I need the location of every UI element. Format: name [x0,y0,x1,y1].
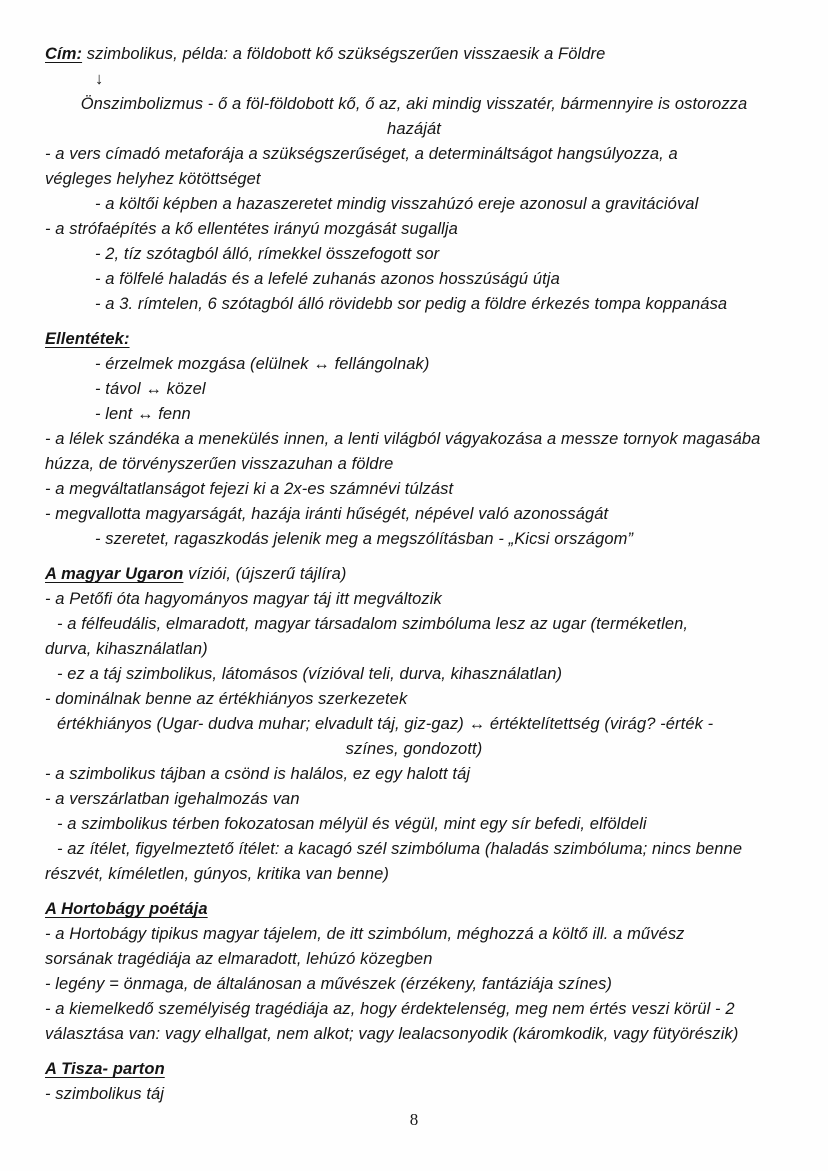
text-run: - érzelmek mozgása (elülnek ↔ fellángolnak) [95,355,430,373]
text-run: - a költői képben a hazaszeretet mindig visszahúzó ereje azonosul a gravitációval [95,195,699,213]
text-run: - a Hortobágy tipikus magyar tájelem, de itt szimbólum, méghozzá a költő ill. a művész [45,925,685,943]
text-line [45,762,783,787]
text-line [45,997,783,1022]
text-line [45,1022,783,1047]
text-line [45,862,783,887]
text-run: színes, gondozott) [345,740,483,758]
text-line [45,712,783,737]
text-line [45,267,783,292]
text-line [45,587,783,612]
text-line [45,502,783,527]
text-line [45,292,783,317]
text-run: víziói, (újszerű tájlíra) [183,565,347,583]
text-line [45,192,783,217]
text-line [45,947,783,972]
text-run: - a megváltatlanságot fejezi ki a 2x-es számnévi túlzást [45,480,454,498]
text-run: - legény = önmaga, de általánosan a művészek (érzékeny, fantáziája színes) [45,975,613,993]
down-arrow-icon: ↓ [95,70,104,88]
text-run: hazáját [387,120,441,138]
section-heading-text: A Tisza- parton [45,1060,165,1078]
text-run: - lent ↔ fenn [95,405,191,423]
section-heading-magyar-ugaron [45,562,783,587]
text-run: Önszimbolizmus - ő a föl-földobott kő, ő az, aki mindig visszatér, bármennyire is ostorozza [80,95,748,113]
text-run: végleges helyhez kötöttséget [45,170,261,188]
text-line [45,787,783,812]
text-run: - a vers címadó metaforája a szükségszerűséget, a determináltságot hangsúlyozza, a [45,145,678,163]
text-line [45,352,783,377]
text-run: sorsának tragédiája az elmaradott, lehúzó közegben [45,950,433,968]
text-run: durva, kihasználatlan) [45,640,208,658]
text-run: - a verszárlatban igehalmozás van [45,790,300,808]
text-line [45,1082,783,1107]
text-run: - az ítélet, figyelmeztető ítélet: a kacagó szél szimbóluma (haladás szimbóluma; nincs benne [57,840,743,858]
text-run: - ez a táj szimbolikus, látomásos (vízióval teli, durva, kihasználatlan) [57,665,563,683]
text-line [45,452,783,477]
section-heading-tisza-parton [45,1057,783,1082]
section-heading-cim [45,42,783,67]
section-heading-text: A magyar Ugaron [45,565,184,583]
text-run: - dominálnak benne az értékhiányos szerkezetek [45,690,408,708]
text-line [45,612,783,637]
text-line [45,687,783,712]
section-heading-text: Cím: [45,45,83,63]
text-run: választása van: vagy elhallgat, nem alkot; vagy lealacsonyodik (káromkodik, vagy fütyörészik) [45,1025,739,1043]
text-line [45,922,783,947]
text-line [45,737,783,762]
text-line [45,637,783,662]
text-line [45,167,783,192]
section-heading-text: A Hortobágy poétája [45,900,208,918]
text-run: húzza, de törvényszerűen visszazuhan a földre [45,455,394,473]
text-line [45,117,783,142]
text-line [45,527,783,552]
text-line [45,812,783,837]
text-run: - szimbolikus táj [45,1085,165,1103]
text-run: értékhiányos (Ugar- dudva muhar; elvadult táj, giz-gaz) ↔ értéktelítettség (virág? -érték - [57,715,714,733]
text-line [45,377,783,402]
text-line [45,477,783,502]
text-run: - a strófaépítés a kő ellentétes irányú mozgását sugallja [45,220,458,238]
text-line [45,972,783,997]
text-line [45,142,783,167]
text-run: - a félfeudális, elmaradott, magyar társadalom szimbóluma lesz az ugar (terméketlen, [57,615,689,633]
text-run: - a szimbolikus térben fokozatosan mélyül és végül, mint egy sír befedi, elföldeli [57,815,647,833]
text-run: - megvallotta magyarságát, hazája iránti hűségét, népével való azonosságát [45,505,609,523]
text-line [45,427,783,452]
text-run: - távol ↔ közel [95,380,206,398]
text-run: - 2, tíz szótagból álló, rímekkel összefogott sor [95,245,440,263]
text-run: - a lélek szándéka a menekülés innen, a lenti világból vágyakozása a messze tornyok magasába [45,430,761,448]
text-line [45,217,783,242]
text-run: - szeretet, ragaszkodás jelenik meg a megszólításban - „Kicsi országom” [95,530,634,548]
text-line [45,92,783,117]
text-line [45,662,783,687]
text-run: - a Petőfi óta hagyományos magyar táj itt megváltozik [45,590,442,608]
text-run: szimbolikus, példa: a földobott kő szükségszerűen visszaesik a Földre [82,45,606,63]
section-heading-text: Ellentétek: [45,330,130,348]
text-run: - a 3. rímtelen, 6 szótagból álló rövidebb sor pedig a földre érkezés tompa koppanása [95,295,728,313]
down-arrow-line [45,67,783,92]
text-line [45,402,783,427]
text-line [45,242,783,267]
text-run: - a kiemelkedő személyiség tragédiája az, hogy érdektelenség, meg nem értés veszi körül - 2 [45,1000,735,1018]
text-run: részvét, kíméletlen, gúnyos, kritika van benne) [45,865,390,883]
text-line [45,837,783,862]
section-heading-ellentetek [45,327,783,352]
text-run: - a szimbolikus tájban a csönd is halálos, ez egy halott táj [45,765,471,783]
text-run: - a fölfelé haladás és a lefelé zuhanás azonos hosszúságú útja [95,270,560,288]
section-heading-hortobagy [45,897,783,922]
page-number: 8 [409,1110,419,1129]
